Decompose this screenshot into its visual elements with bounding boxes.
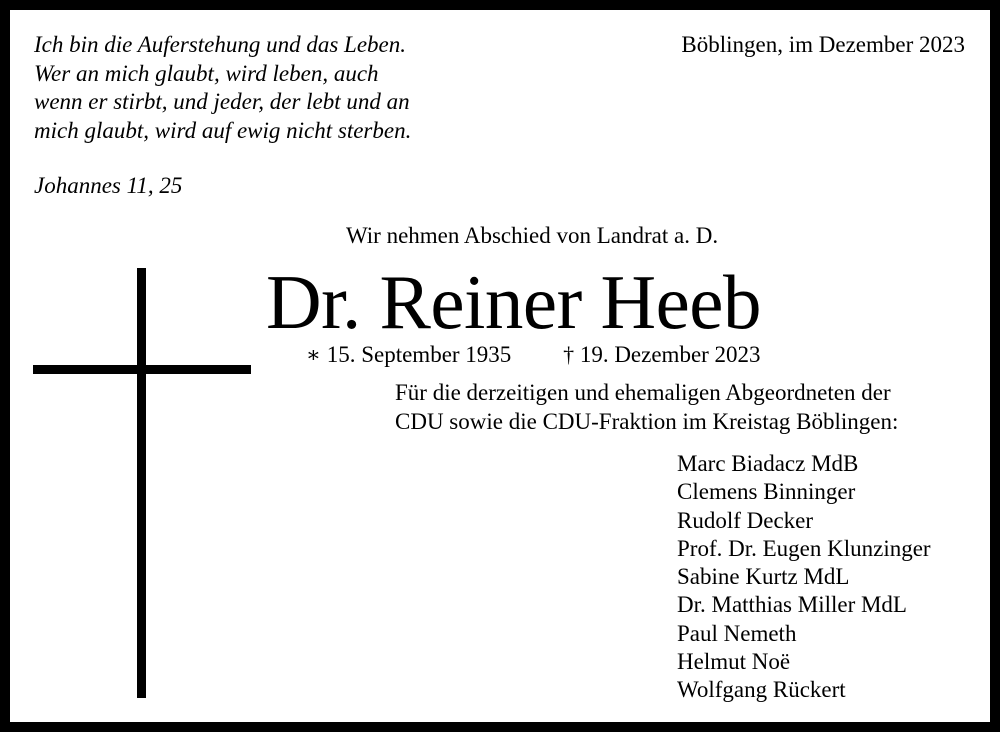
quote-reference: Johannes 11, 25 [34, 173, 183, 198]
mourners-intro-line: CDU sowie die CDU-Fraktion im Kreistag Böblingen: [395, 408, 899, 434]
bible-quote [34, 31, 494, 145]
signer-name: Dr. Matthias Miller MdL [677, 592, 907, 618]
birth-date: 15. September 1935 [326, 342, 512, 367]
mourners-intro-line: Für die derzeitigen und ehemaligen Abgeordneten der [395, 380, 891, 405]
signer-name: Sabine Kurtz MdL [677, 564, 850, 590]
signer-name: Marc Biadacz MdB [677, 451, 859, 476]
quote-line: Ich bin die Auferstehung und das Leben. [34, 32, 406, 57]
quote-line: Wer an mich glaubt, wird leben, auch [34, 60, 379, 86]
signer-name: Clemens Binninger [677, 479, 856, 505]
cross-horizontal-beam [33, 365, 251, 374]
quote-line: wenn er stirbt, und jeder, der lebt und an [34, 89, 410, 114]
death-date: 19. Dezember 2023 [579, 342, 761, 367]
deceased-name: Dr. Reiner Heeb [266, 259, 761, 345]
signer-name: Helmut Noë [677, 649, 791, 675]
cross-icon [33, 268, 251, 698]
cross-vertical-beam [137, 268, 146, 698]
farewell-intro: Wir nehmen Abschied von Landrat a. D. [346, 223, 719, 248]
signer-name: Paul Nemeth [677, 620, 797, 646]
place-and-date: Böblingen, im Dezember 2023 [681, 32, 965, 57]
quote-line: mich glaubt, wird auf ewig nicht sterben. [34, 117, 412, 143]
mourners-intro [395, 379, 898, 436]
signer-list [677, 450, 931, 705]
birth-star-icon: ∗ [306, 342, 321, 367]
signer-name: Rudolf Decker [677, 507, 814, 533]
signer-name: Wolfgang Rückert [677, 677, 846, 703]
signer-name: Prof. Dr. Eugen Klunzinger [677, 535, 931, 561]
life-dates [306, 341, 761, 369]
death-dagger-icon: † [563, 342, 575, 367]
